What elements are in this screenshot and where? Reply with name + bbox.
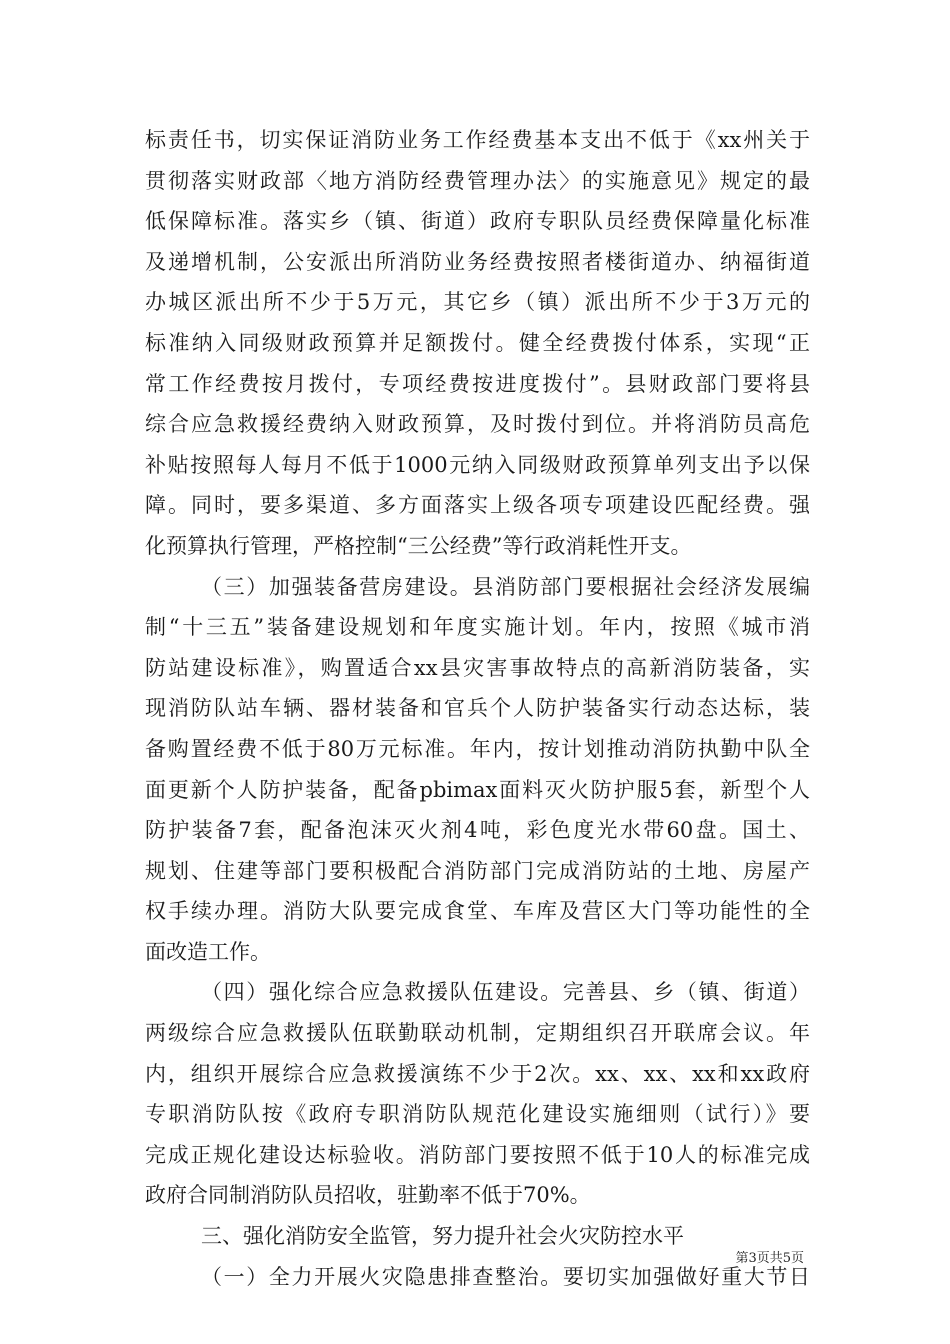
text-line: 常工作经费按月拨付，专项经费按进度拨付”。县财政部门要将县 [145,371,810,396]
document-body [145,120,810,1297]
text-line: 及递增机制，公安派出所消防业务经费按照者楼街道办、纳福街道 [145,249,810,274]
text-line: 面改造工作。 [145,939,271,964]
text-line: 权手续办理。消防大队要完成食堂、车库及营区大门等功能性的全 [145,899,810,924]
text-line: 标准纳入同级财政预算并足额拨付。健全经费拨付体系，实现“正 [145,330,810,355]
text-line: 化预算执行管理，严格控制“三公经费”等行政消耗性开支。 [145,533,692,558]
text-line: 面更新个人防护装备，配备pbimax面料灭火防护服5套，新型个人 [145,777,810,802]
text-line: 三、强化消防安全监管，努力提升社会火灾防控水平 [201,1224,684,1249]
text-line: 障。同时，要多渠道、多方面落实上级各项专项建设匹配经费。强 [145,493,810,518]
text-line: 补贴按照每人每月不低于1000元纳入同级财政预算单列支出予以保 [145,452,810,477]
text-line: 贯彻落实财政部〈地方消防经费管理办法〉的实施意见》规定的最 [145,168,810,193]
text-line: 内，组织开展综合应急救援演练不少于2次。xx、xx、xx和xx政府 [145,1061,810,1086]
text-line: 制“十三五”装备建设规划和年度实施计划。年内，按照《城市消 [145,615,810,640]
text-line: 两级综合应急救援队伍联勤联动机制，定期组织召开联席会议。年 [145,1021,810,1046]
text-line: 政府合同制消防队员招收，驻勤率不低于70%。 [145,1183,591,1208]
text-line: 专职消防队按《政府专职消防队规范化建设实施细则（试行）》要 [145,1102,810,1127]
text-line: 标责任书，切实保证消防业务工作经费基本支出不低于《xx州关于 [145,128,810,152]
text-line: （三）加强装备营房建设。县消防部门要根据社会经济发展编 [201,574,810,599]
text-line: 现消防队站车辆、器材装备和官兵个人防护装备实行动态达标，装 [145,696,810,721]
page-number: 第3页共5页 [735,1251,804,1266]
text-line: 防站建设标准》，购置适合xx县灾害事故特点的高新消防装备，实 [145,655,810,680]
text-line: 备购置经费不低于80万元标准。年内，按计划推动消防执勤中队全 [145,736,810,761]
text-line: （一）全力开展火灾隐患排查整治。要切实加强做好重大节日 [201,1264,810,1289]
text-line: 防护装备7套，配备泡沫灭火剂4吨，彩色度光水带60盘。国土、 [145,818,810,843]
text-line: 综合应急救援经费纳入财政预算，及时拨付到位。并将消防员高危 [145,412,810,437]
text-line: （四）强化综合应急救援队伍建设。完善县、乡（镇、街道） [201,980,810,1005]
text-line: 完成正规化建设达标验收。消防部门要按照不低于10人的标准完成 [145,1142,810,1167]
text-line: 低保障标准。落实乡（镇、街道）政府专职队员经费保障量化标准 [145,209,810,234]
text-line: 办城区派出所不少于5万元，其它乡（镇）派出所不少于3万元的 [145,290,810,315]
text-line: 规划、住建等部门要积极配合消防部门完成消防站的土地、房屋产 [145,858,810,883]
